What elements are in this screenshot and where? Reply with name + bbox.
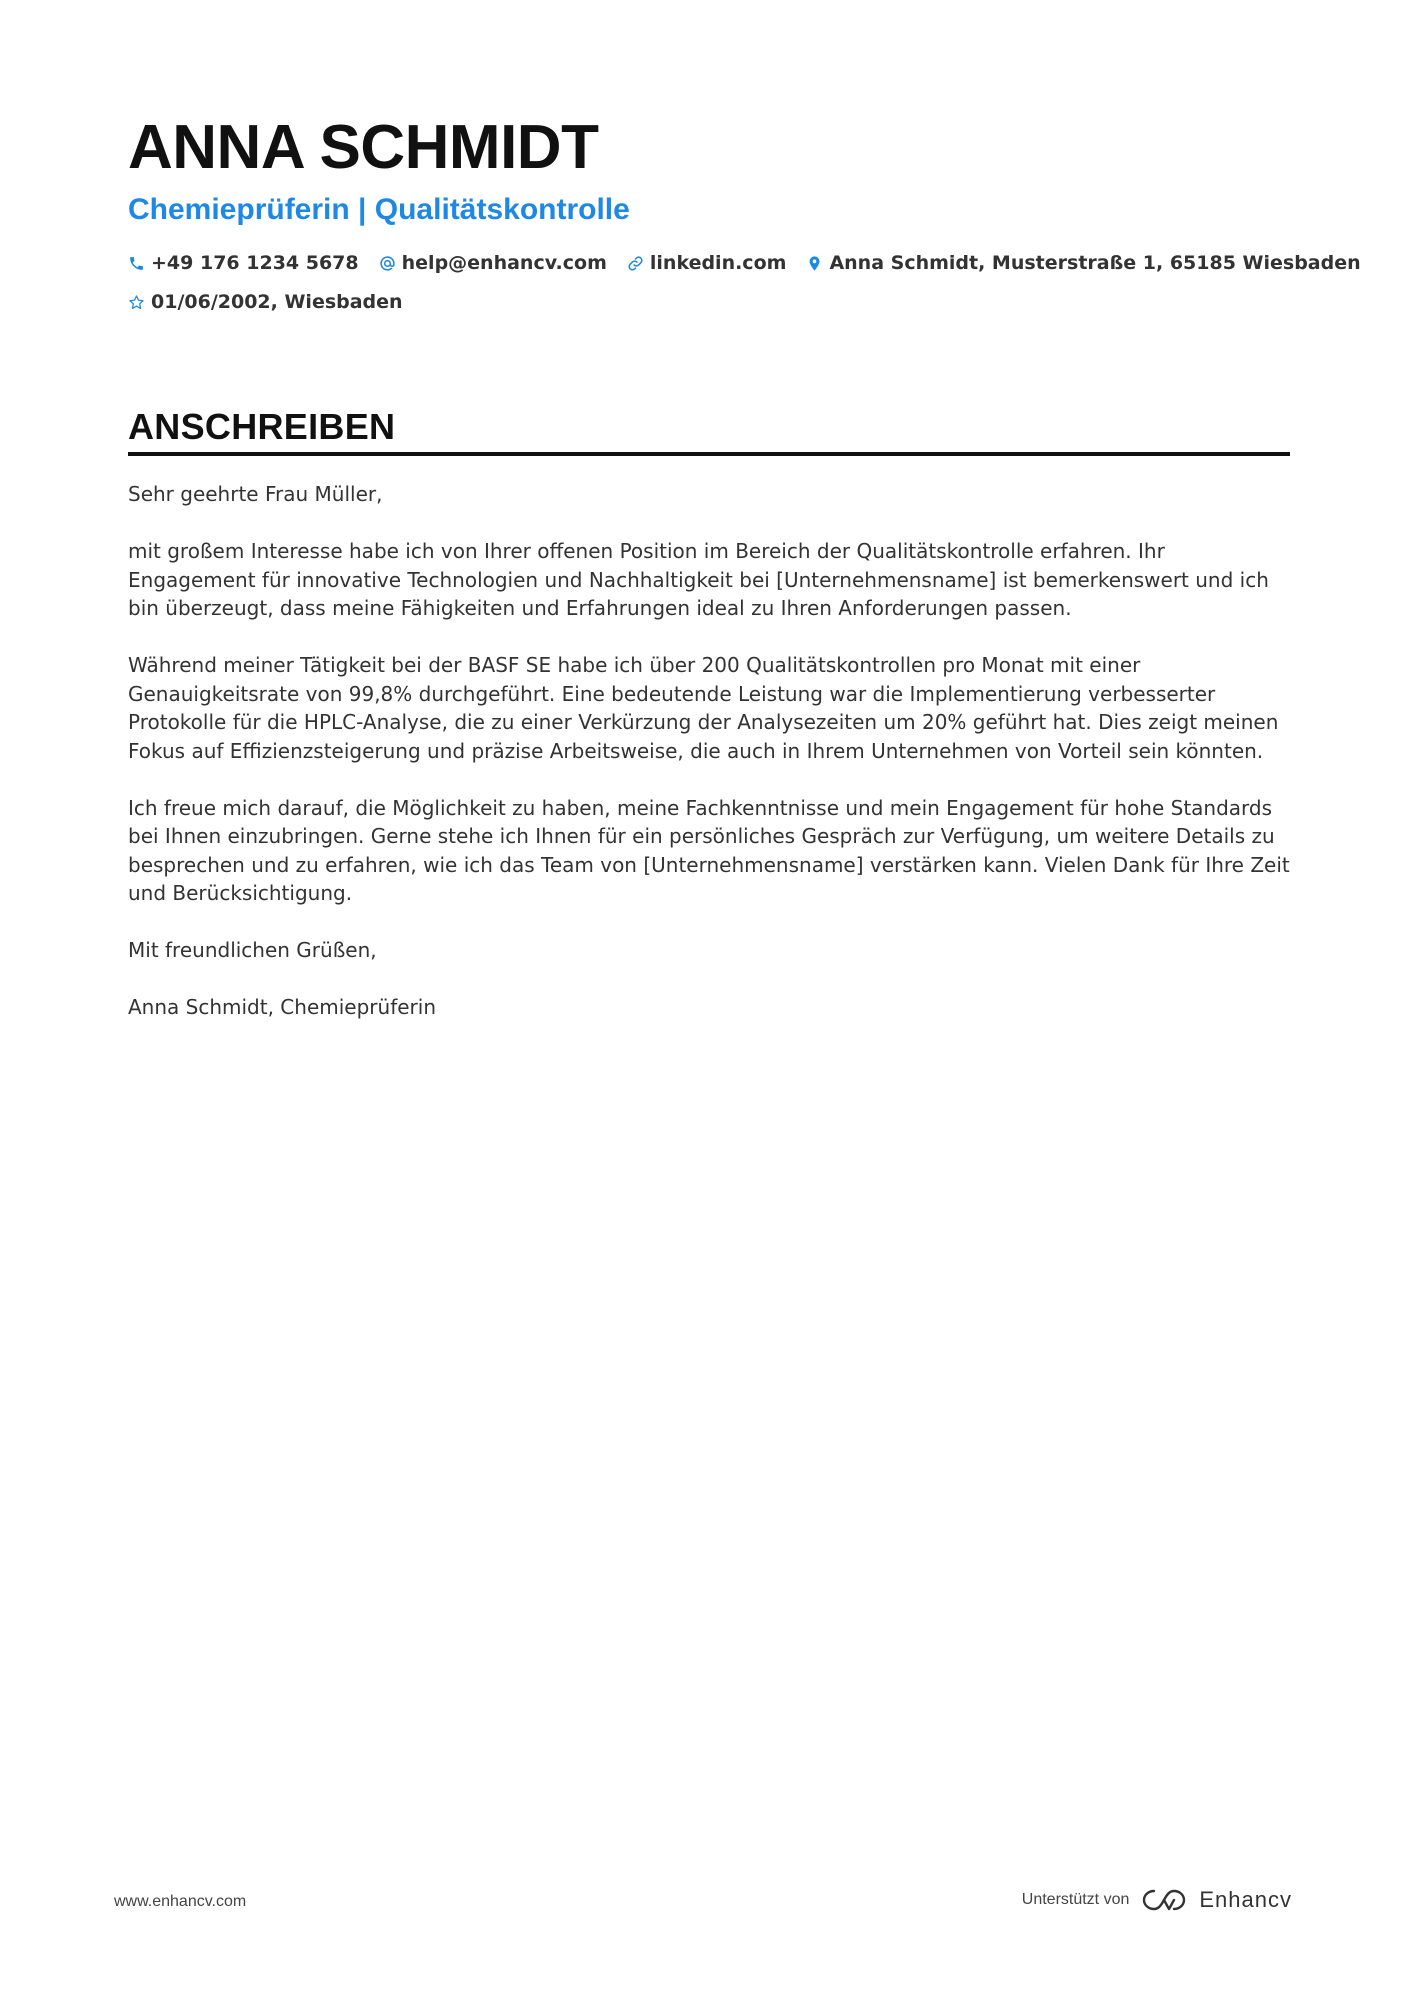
section-divider xyxy=(128,452,1290,456)
letter-signature: Anna Schmidt, Chemieprüferin xyxy=(128,995,436,1019)
cover-letter-section xyxy=(128,404,1290,1050)
section-title: ANSCHREIBEN xyxy=(128,406,396,447)
footer-powered-by[interactable] xyxy=(1022,1887,1292,1913)
letter-paragraph: Während meiner Tätigkeit bei der BASF SE habe ich über 200 Qualitätskontrollen pro Monat mit einer Genauigkeitsrate von 99,8% durchgeführt. Eine bedeutende Leistung war die Implementierung verbesserter Protokolle für die HPLC-Analyse, die zu einer Verkürzung der Analysezeiten um 20% geführt hat. Dies zeigt meinen Fokus auf Effizienzsteigerung und präzise Arbeitsweise, die auch in Ihrem Unternehmen von Vorteil sein könnten. xyxy=(128,653,1279,763)
contact-address-text: Anna Schmidt, Musterstraße 1, 65185 Wiesbaden xyxy=(829,252,1361,274)
letter-paragraph: mit großem Interesse habe ich von Ihrer offenen Position im Bereich der Qualitätskontrolle erfahren. Ihr Engagement für innovative Technologien und Nachhaltigkeit bei [Unternehmensname] ist bemerkenswert und ich bin überzeugt, dass meine Fähigkeiten und Erfahrungen ideal zu Ihren Anforderungen passen. xyxy=(128,539,1269,620)
footer-website[interactable]: www.enhancv.com xyxy=(114,1893,247,1910)
contact-birth xyxy=(128,291,403,313)
contact-phone-text: +49 176 1234 5678 xyxy=(151,252,359,274)
brand-name: Enhancv xyxy=(1199,1887,1292,1912)
letter-closing: Mit freundlichen Grüßen, xyxy=(128,938,377,962)
contact-row-primary xyxy=(128,248,1361,278)
phone-icon xyxy=(128,255,145,272)
star-icon xyxy=(128,294,145,311)
contact-phone[interactable] xyxy=(128,252,359,274)
resume-header xyxy=(128,108,1361,317)
contact-linkedin[interactable] xyxy=(627,252,787,274)
letter-body xyxy=(128,480,1290,1022)
candidate-headline: Chemieprüferin | Qualitätskontrolle xyxy=(128,193,630,226)
letter-greeting: Sehr geehrte Frau Müller, xyxy=(128,482,383,506)
contact-birth-text: 01/06/2002, Wiesbaden xyxy=(151,291,403,313)
at-icon xyxy=(379,255,396,272)
location-pin-icon xyxy=(806,255,823,272)
contact-row-secondary xyxy=(128,287,1288,317)
powered-by-label: Unterstützt von xyxy=(1021,1891,1130,1908)
contact-email-text: help@enhancv.com xyxy=(401,252,607,274)
enhancv-logo-icon xyxy=(1141,1887,1187,1913)
link-icon xyxy=(627,255,644,272)
contact-linkedin-text: linkedin.com xyxy=(649,252,787,274)
letter-paragraph: Ich freue mich darauf, die Möglichkeit zu haben, meine Fachkenntnisse und mein Engagement für hohe Standards bei Ihnen einzubringen. Gerne stehe ich Ihnen für ein persönliches Gespräch zur Verfügung, um weitere Details zu besprechen und zu erfahren, wie ich das Team von [Unternehmensname] verstärken kann. Vielen Dank für Ihre Zeit und Berücksichtigung. xyxy=(128,795,1290,905)
contact-address xyxy=(806,252,1360,274)
candidate-name: ANNA SCHMIDT xyxy=(128,113,599,182)
contact-email[interactable] xyxy=(379,252,607,274)
